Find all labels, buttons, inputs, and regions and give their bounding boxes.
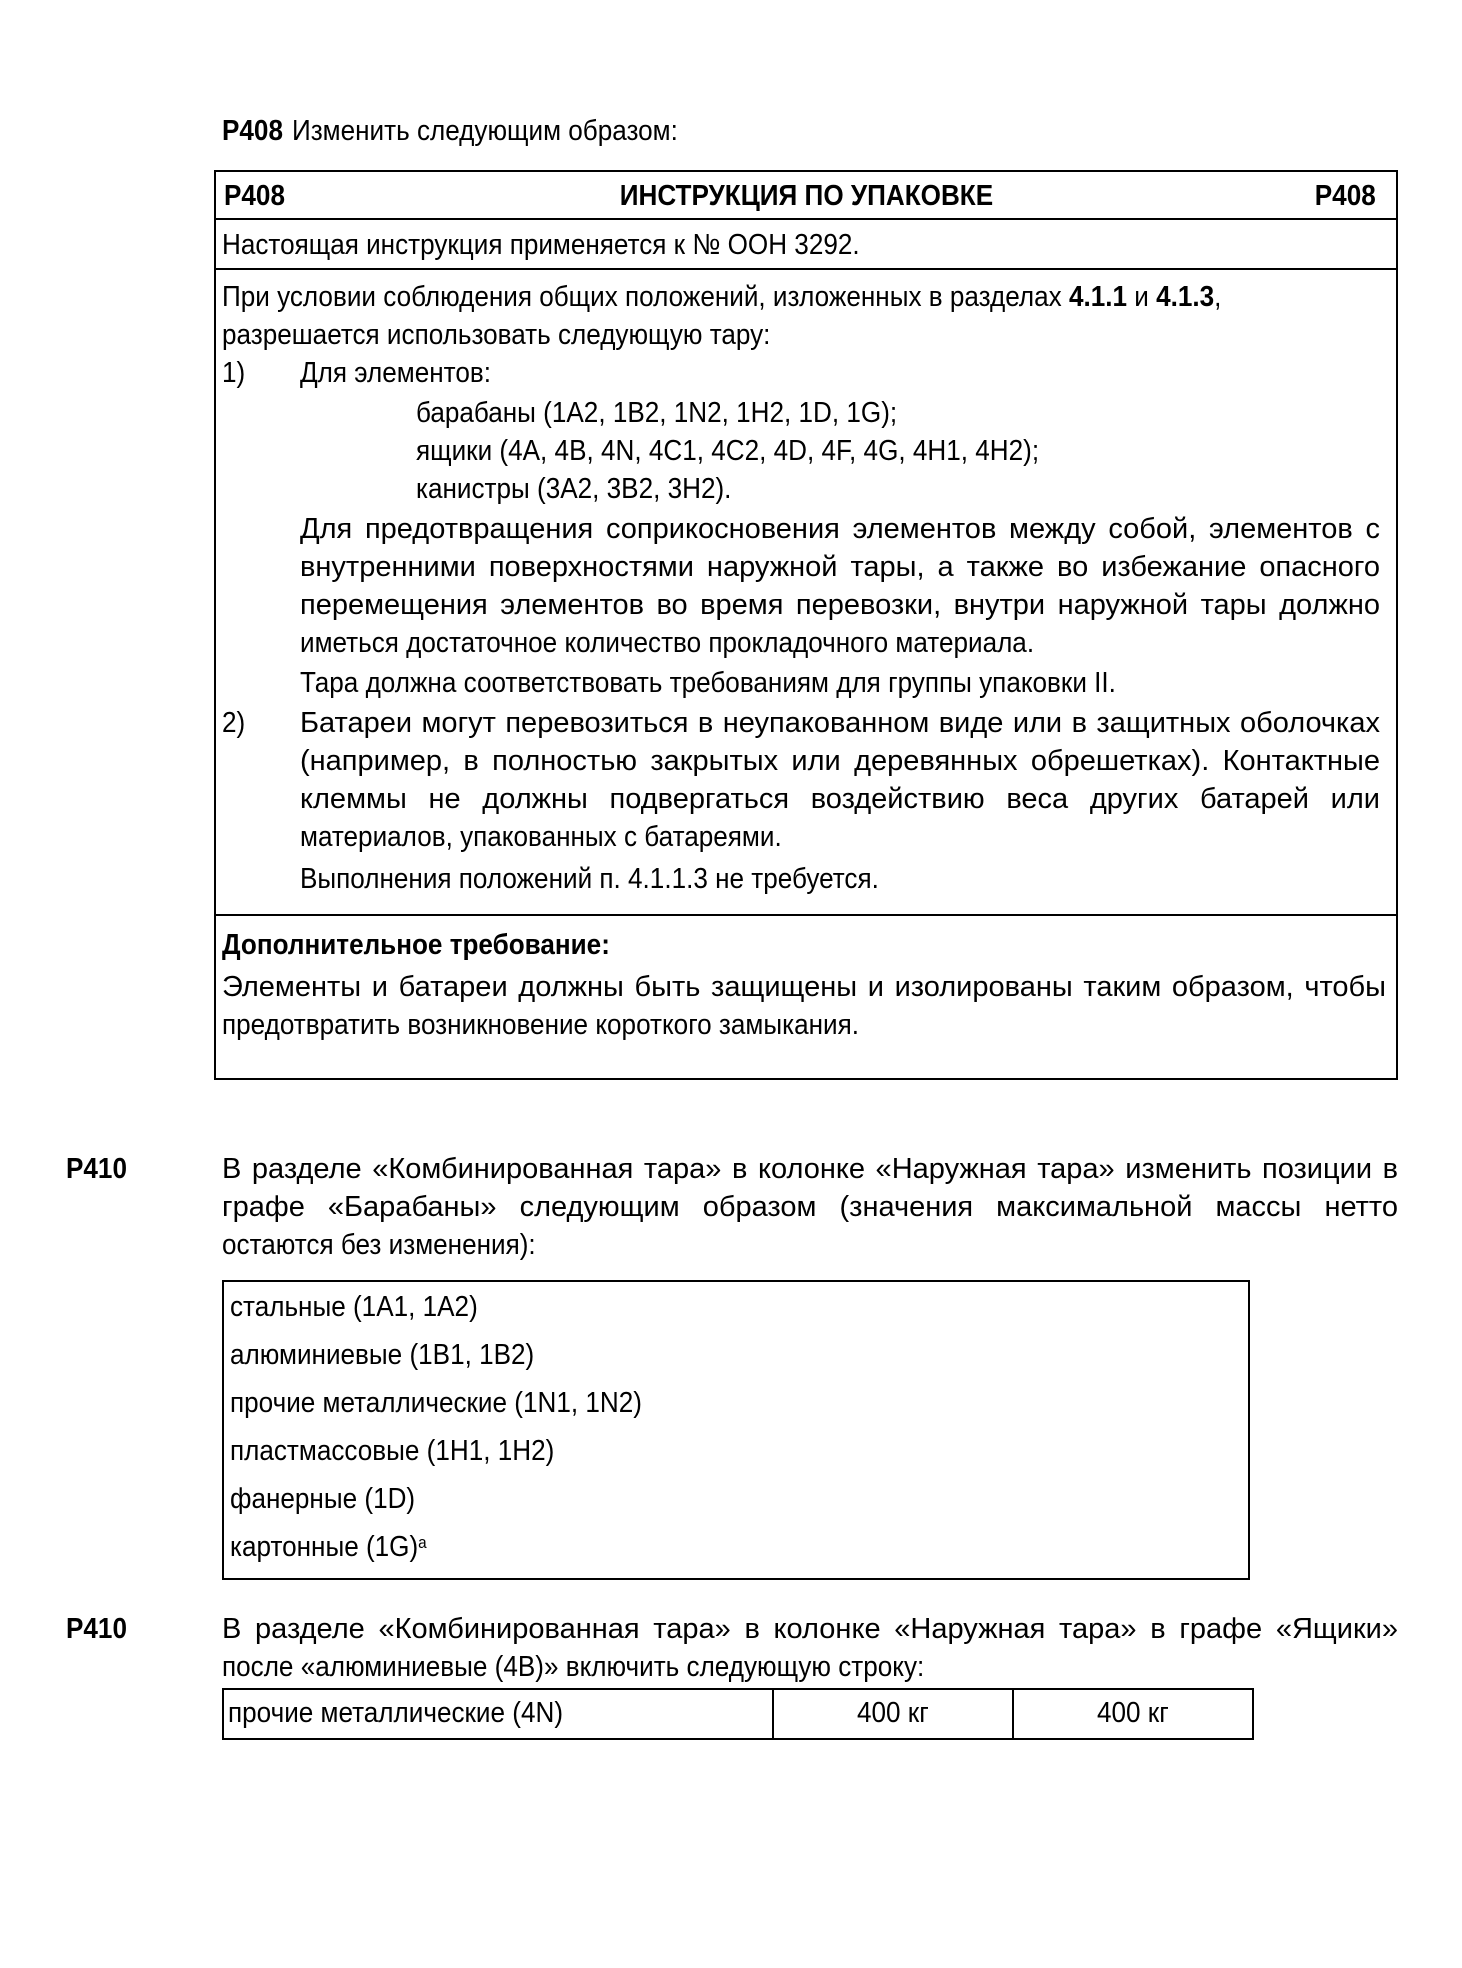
header-code-right: P408	[1315, 180, 1376, 212]
drums-item: стальные (1A1, 1A2)	[230, 1291, 478, 1323]
packing-instruction-table	[214, 170, 1398, 1080]
intro-line	[222, 112, 729, 150]
cushioning-line-1: Для предотвращения соприкосновения элементов между собой, элементов с	[300, 513, 1380, 545]
packing-group-note: Тара должна соответствовать требованиям для группы упаковки II.	[300, 667, 1116, 699]
item-1-title: Для элементов:	[300, 357, 491, 389]
main-conditions-row	[216, 270, 1396, 916]
boxes-table	[222, 1688, 1254, 1740]
additional-line-1: Элементы и батареи должны быть защищены и изолированы таким образом, чтобы	[222, 971, 1386, 1003]
intro-text: Изменить следующим образом:	[291, 115, 678, 147]
header-code-left: P408	[224, 180, 285, 212]
p410-boxes-code: P410	[66, 1613, 127, 1645]
drums-table	[222, 1280, 1250, 1580]
p410-drums-line-3: остаются без изменения):	[222, 1229, 536, 1261]
p410-drums-line-2: графе «Барабаны» следующим образом (значения максимальной массы нетто	[222, 1191, 1398, 1223]
drums-item: пластмассовые (1H1, 1H2)	[230, 1435, 555, 1467]
batteries-line-4: материалов, упакованных с батареями.	[300, 821, 782, 853]
p410-boxes-line-2: после «алюминиевые (4B)» включить следующую строку:	[222, 1651, 925, 1683]
batteries-line-3: клеммы не должны подвергаться воздействию веса других батарей или	[300, 783, 1380, 815]
boxes-row-mass-2: 400 кг	[1097, 1697, 1169, 1729]
batteries-line-1: Батареи могут перевозиться в неупакованном виде или в защитных оболочках	[300, 707, 1380, 739]
section-ref-2: 4.1.3	[1156, 281, 1215, 313]
additional-requirement-title: Дополнительное требование:	[222, 929, 610, 961]
boxes-row-name: прочие металлические (4N)	[224, 1690, 774, 1738]
drums-item: картонные (1G)$^a$	[230, 1531, 427, 1563]
additional-line-2: предотвратить возникновение короткого замыкания.	[222, 1009, 859, 1041]
item-2-number: 2)	[222, 707, 246, 739]
scope-row	[216, 220, 1396, 270]
p410-drums-line-1: В разделе «Комбинированная тара» в колонке «Наружная тара» изменить позиции в	[222, 1153, 1398, 1185]
additional-requirement-row	[216, 916, 1396, 1078]
scope-text: Настоящая инструкция применяется к № ООН 3292.	[222, 229, 860, 261]
item-1-number: 1)	[222, 357, 246, 389]
conditions-line-1: При условии соблюдения общих положений, изложенных в разделах 4.1.1 и 4.1.3,	[222, 281, 1222, 313]
conditions-line-2: разрешается использовать следующую тару:	[222, 319, 771, 351]
cushioning-line-2: внутренними поверхностями наружной тары, а также во избежание опасного	[300, 551, 1380, 583]
section-ref-1: 4.1.1	[1068, 281, 1127, 313]
intro-code: P408	[222, 115, 283, 147]
footnote-mark: a	[418, 1533, 427, 1552]
not-required-note: Выполнения положений п. 4.1.1.3 не требуется.	[300, 863, 879, 895]
batteries-line-2: (например, в полностью закрытых или деревянных обрешетках). Контактные	[300, 745, 1380, 777]
cushioning-line-3: перемещения элементов во время перевозки, внутри наружной тары должно	[300, 589, 1380, 621]
packaging-boxes: ящики (4A, 4B, 4N, 4C1, 4C2, 4D, 4F, 4G, 4H1, 4H2);	[416, 435, 1040, 467]
cushioning-line-4: иметься достаточное количество прокладочного материала.	[300, 627, 1035, 659]
packaging-drums: барабаны (1A2, 1B2, 1N2, 1H2, 1D, 1G);	[416, 397, 898, 429]
drums-item: алюминиевые (1B1, 1B2)	[230, 1339, 535, 1371]
p410-drums-code: P410	[66, 1153, 127, 1185]
packaging-jerricans: канистры (3A2, 3B2, 3H2).	[416, 473, 732, 505]
boxes-row-mass-1: 400 кг	[774, 1690, 1014, 1738]
p410-boxes-line-1: В разделе «Комбинированная тара» в колонке «Наружная тара» в графе «Ящики»	[222, 1613, 1398, 1645]
drums-item: фанерные (1D)	[230, 1483, 416, 1515]
drums-item: прочие металлические (1N1, 1N2)	[230, 1387, 642, 1419]
table-header-row	[216, 172, 1396, 220]
header-title: ИНСТРУКЦИЯ ПО УПАКОВКЕ	[619, 180, 993, 212]
